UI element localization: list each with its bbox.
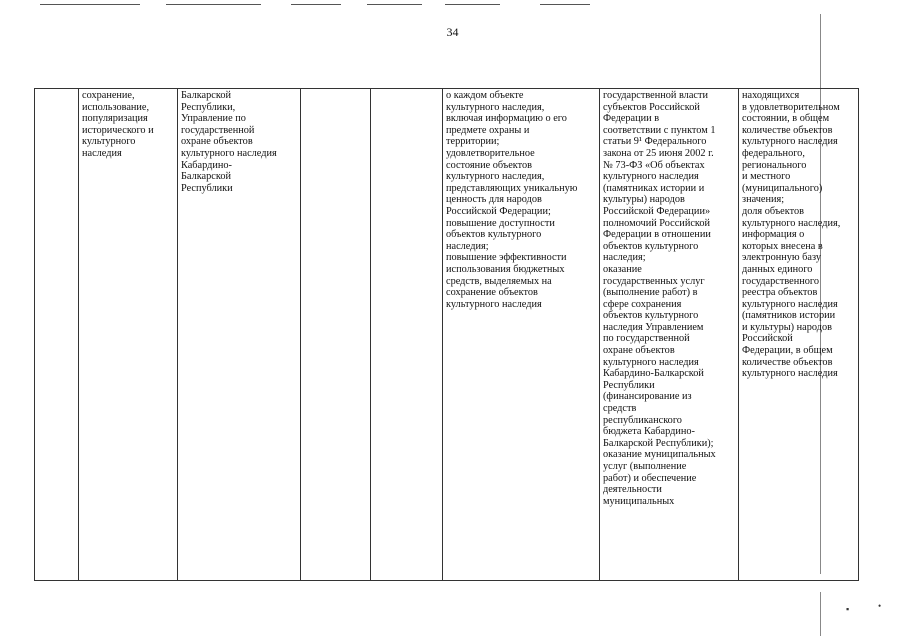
table-cell xyxy=(371,89,443,581)
top-rule xyxy=(40,4,140,5)
top-rule xyxy=(540,4,590,5)
table-row xyxy=(35,89,859,581)
table-cell xyxy=(443,89,600,581)
table-cell xyxy=(739,89,859,581)
table-cell xyxy=(35,89,79,581)
top-rule xyxy=(166,4,261,5)
top-rule xyxy=(445,4,500,5)
cell-text: сохранение, использование, популяризация исторического и культурного наследия xyxy=(82,90,154,159)
table-cell xyxy=(178,89,301,581)
table-cell xyxy=(301,89,371,581)
scan-speck: • xyxy=(878,601,882,611)
scan-line xyxy=(820,592,821,636)
cell-text: находящихся в удовлетворительном состоянии, в общем количестве объектов культурного наследия федерального, регионального и местного (муниципального) значения; доля объектов культурного наследия, информация о которых внесена в электронную базу данных единого государственного реестра объектов культурного наследия (памятников истории и культуры) народов Российской Федерации, в общем количестве объектов культурного наследия xyxy=(742,90,841,380)
scan-speck: ▪ xyxy=(846,604,850,614)
table-cell xyxy=(79,89,178,581)
cell-text: государственной власти субъектов Российской Федерации в соответствии с пунктом 1 статьи 9¹ Федерального закона от 25 июня 2002 г. № 73-ФЗ «Об объектах культурного наследия (памятниках истории и культуры) народов Российской Федерации» полномочий Российской Федерации в отношении объектов культурного наследия; оказание государственных услуг (выполнение работ) в сфере сохранения объектов культурного наследия Управлением по государственной охране объектов культурного наследия Кабардино-Балкарской Республики (финансирование из средств республиканского бюджета Кабардино- Балкарской Республики); оказание муниципальных услуг (выполнение работ) и обеспечение деятельности муниципальных xyxy=(603,90,716,507)
cell-text: Балкарской Республики, Управление по государственной охране объектов культурного наследия Кабардино- Балкарской Республики xyxy=(181,90,277,194)
table-cell xyxy=(600,89,739,581)
top-rule xyxy=(291,4,341,5)
document-table xyxy=(34,88,859,581)
top-rule xyxy=(367,4,422,5)
cell-text: о каждом объекте культурного наследия, включая информацию о его предмете охраны и территории; удовлетворительное состояние объектов культурного наследия, представляющих уникальную ценность для народов Российской Федерации; повышение доступности объектов культурного наследия; повышение эффективности использования бюджетных средств, выделяемых на сохранение объектов культурного наследия xyxy=(446,90,578,310)
page-number: 34 xyxy=(446,25,459,39)
